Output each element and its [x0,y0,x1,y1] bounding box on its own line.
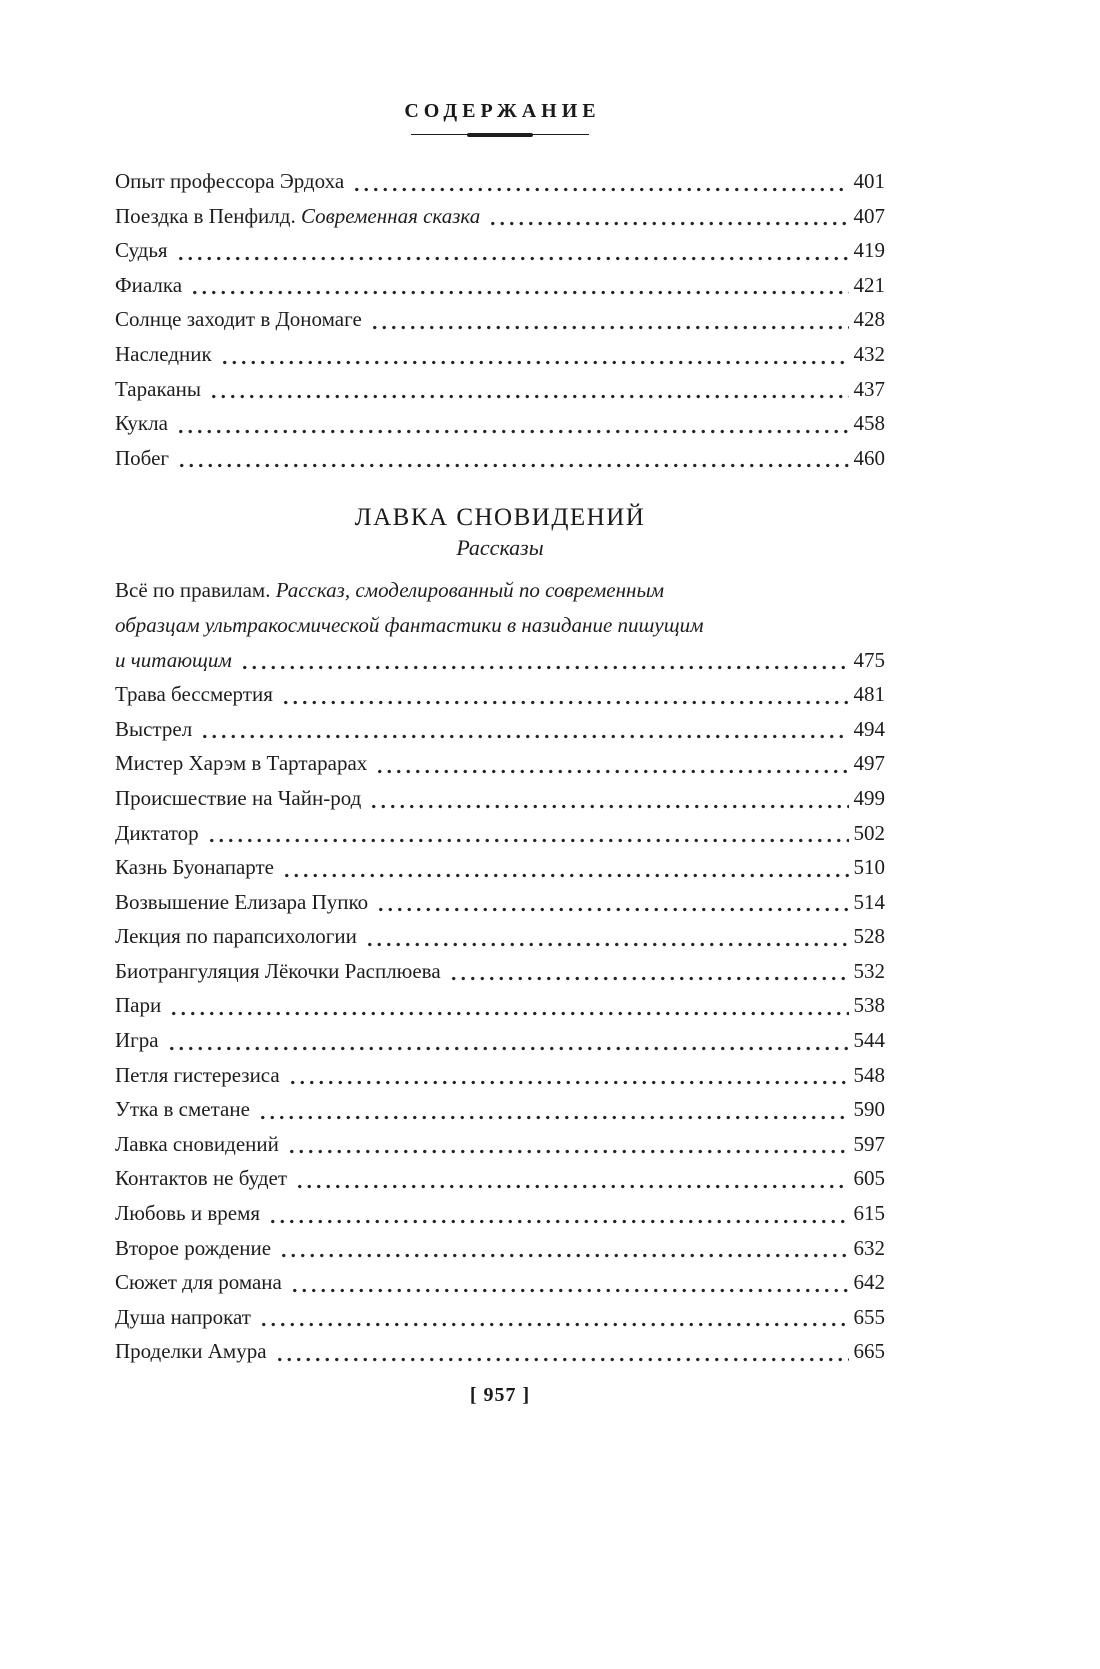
dot-leader [259,1322,849,1327]
dot-leader [449,976,849,981]
entry-page-number: 460 [853,445,885,470]
entry-page-number: 548 [853,1062,885,1087]
toc-entry [115,919,885,954]
entry-page-number: 615 [853,1201,885,1226]
dot-leader [258,1115,849,1120]
entry-title: Лавка сновидений [115,1131,279,1156]
toc-entry [115,677,885,712]
toc-entry [115,1058,885,1093]
toc-entry [115,781,885,816]
dot-leader [376,907,848,912]
toc-entry [115,1196,885,1231]
toc-entry [115,954,885,989]
dot-leader [176,429,849,434]
entry-title: Казнь Буонапарте [115,855,274,880]
dot-leader [220,360,849,365]
dot-leader [488,221,848,226]
entry-title: Проделки Амура [115,1339,267,1364]
toc-entry [115,816,885,851]
entry-page-number: 632 [853,1235,885,1260]
dot-leader [268,1219,848,1224]
toc-entry [115,850,885,885]
section-title: ЛАВКА СНОВИДЕНИЙ [354,504,646,532]
entry-page-number: 421 [853,272,885,297]
entry-title: Опыт профессора Эрдоха [115,169,345,193]
entry-page-number: 428 [853,307,885,332]
entry-title: Наследник [115,341,212,366]
dot-leader [176,256,849,261]
toc-entry [115,885,885,920]
dot-leader [295,1184,849,1189]
entry-title: Игра [115,1028,159,1053]
dot-leader [275,1357,849,1362]
dot-leader [375,769,848,774]
dot-leader [169,1011,848,1016]
entry-page-number: 514 [853,889,885,914]
section-subtitle: Рассказы [456,535,544,561]
entry-title: Душа напрокат [115,1304,251,1329]
entry-title: Судья [115,238,168,263]
dot-leader [288,1080,849,1085]
entry-page-number: 605 [853,1166,885,1191]
entry-title: Сюжет для романа [115,1270,282,1295]
entry-page-number: 499 [853,785,885,810]
toc-entry [115,1023,885,1058]
entry-title: Кукла [115,411,168,436]
dot-leader [281,700,849,705]
toc-entry [115,1300,885,1335]
toc-entry-continuation [115,608,885,643]
entry-title: Пари [115,993,162,1018]
toc-entry [115,372,885,407]
entry-page-number: 597 [853,1131,885,1156]
toc-entry [115,1265,885,1300]
entry-title: Побег [115,445,170,470]
toc-entry [115,199,885,234]
toc-entry [115,1161,885,1196]
entry-title: Любовь и время [115,1201,261,1226]
toc-entry [115,988,885,1023]
dot-leader [352,187,848,192]
dot-leader [279,1253,848,1258]
toc-entry [115,1231,885,1266]
entry-title: Тараканы [115,376,201,401]
entry-title: Контактов не будет [115,1166,287,1191]
entry-title: Утка в сметане [115,1097,250,1122]
title-rule-ornament [411,132,589,138]
entry-page-number: 497 [853,751,885,776]
toc-entry [115,746,885,781]
toc-entry [115,268,885,303]
dot-leader [207,838,849,843]
entry-title: Трава бессмертия [115,682,273,707]
entry-title: Мистер Харэм в Тартарарах [115,751,368,776]
dot-leader [370,325,849,330]
dot-leader [290,1288,849,1293]
entry-page-number: 502 [853,820,885,845]
entry-page-number: 475 [853,647,885,672]
entry-page-number: 407 [853,203,885,228]
entry-page-number: 494 [853,716,885,741]
entry-title: Выстрел [115,716,193,741]
toc-entry [115,643,885,678]
toc-entry [115,233,885,268]
entry-title: Биотрангуляция Лёкочки Расплюева [115,958,441,983]
entry-title: Происшествие на Чайн-род [115,785,362,810]
entry-page-number: 419 [853,238,885,263]
entry-title: Лекция по парапсихологии [115,924,357,949]
page-footer [115,1384,885,1407]
entry-page-number: 590 [853,1097,885,1122]
dot-leader [209,394,849,399]
toc-entry [115,712,885,747]
dot-leader [282,873,849,878]
section-heading [115,504,885,561]
entry-page-number: 401 [853,169,885,193]
entry-title: Солнце заходит в Дономаге [115,307,362,332]
entry-page-number: 510 [853,855,885,880]
entry-page-number: 481 [853,682,885,707]
entry-title: Всё по правилам. Рассказ, смоделированный по современным [115,578,665,603]
entry-page-number: 538 [853,993,885,1018]
entry-page-number: 665 [853,1339,885,1364]
entry-title: Поездка в Пенфилд. Современная сказка [115,203,481,228]
dot-leader [365,942,849,947]
entry-title: Диктатор [115,820,199,845]
toc-entry [115,164,885,199]
dot-leader [167,1046,849,1051]
entry-title: Фиалка [115,272,183,297]
entry-page-number: 655 [853,1304,885,1329]
toc-entry [115,302,885,337]
rule-thick-line [467,133,533,137]
toc-entry [115,1092,885,1127]
toc-entry [115,337,885,372]
entry-page-number: 532 [853,958,885,983]
dot-leader [200,734,848,739]
entry-title: и читающим [115,647,232,672]
entry-title: Петля гистерезиса [115,1062,280,1087]
dot-leader [190,290,848,295]
entry-page-number: 437 [853,376,885,401]
toc-entry-continuation [115,573,885,608]
toc-entry [115,406,885,441]
dot-leader [240,665,849,670]
dot-leader [287,1149,849,1154]
folio-page-number: [ 957 ] [469,1384,531,1406]
toc-header [115,100,885,138]
toc-sections [115,164,885,1369]
entry-page-number: 642 [853,1270,885,1295]
entry-page-number: 544 [853,1028,885,1053]
dot-leader [177,463,848,468]
entry-title: Второе рождение [115,1235,272,1260]
entry-title: Возвышение Елизара Пупко [115,889,369,914]
page-title: СОДЕРЖАНИЕ [404,100,601,122]
dot-leader [369,804,848,809]
entry-title: образцам ультракосмической фантастики в назидание пишущим [115,612,704,637]
toc-entry [115,1334,885,1369]
toc-entry [115,1127,885,1162]
toc-entry [115,441,885,476]
entry-page-number: 432 [853,341,885,366]
entry-page-number: 458 [853,411,885,436]
entry-page-number: 528 [853,924,885,949]
